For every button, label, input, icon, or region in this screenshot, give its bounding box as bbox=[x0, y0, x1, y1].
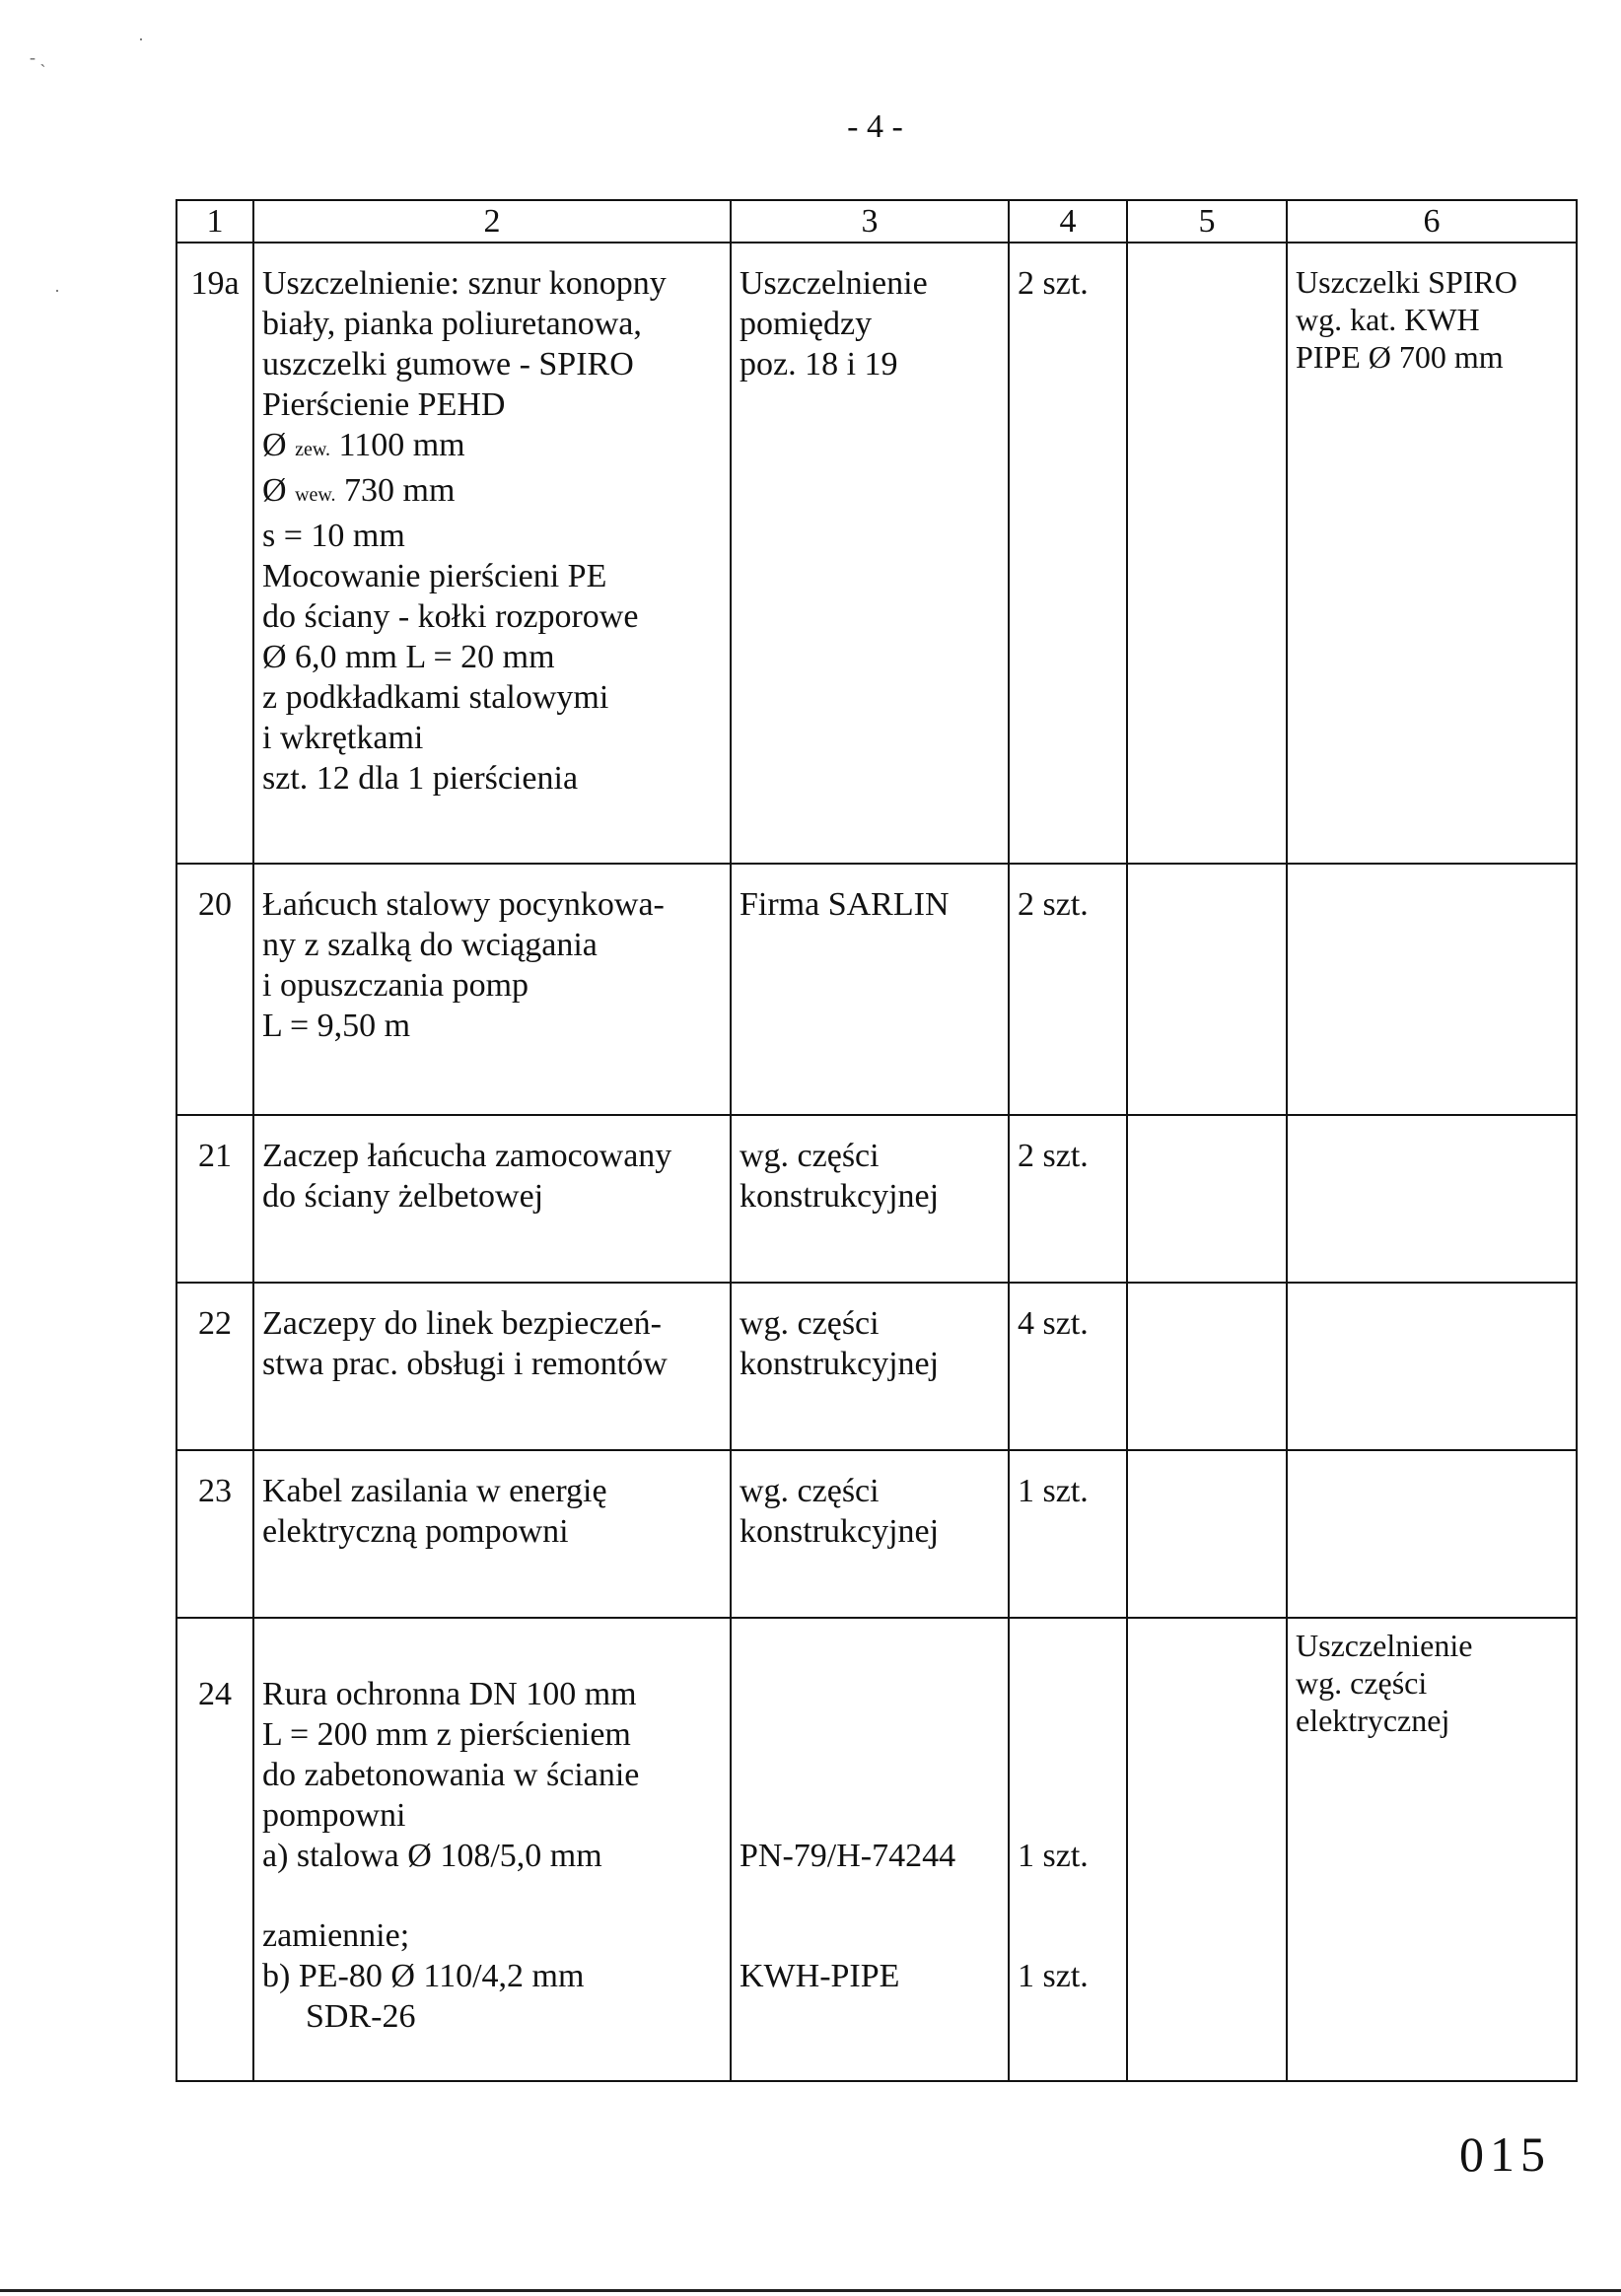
item-remarks bbox=[1287, 864, 1577, 1115]
reference-line: wg. części bbox=[740, 1305, 880, 1342]
item-reference bbox=[731, 864, 1009, 1115]
item-reference bbox=[731, 243, 1009, 864]
description-line: i wkrętkami bbox=[262, 720, 424, 756]
table-row bbox=[176, 1115, 1577, 1283]
item-description bbox=[253, 1450, 731, 1618]
table-row bbox=[176, 243, 1577, 864]
column-header: 4 bbox=[1009, 200, 1127, 243]
diameter-subscript: wew. bbox=[295, 484, 336, 506]
scan-speck: · bbox=[54, 281, 60, 301]
description-line: do ściany żelbetowej bbox=[262, 1178, 544, 1215]
description-line: biały, pianka poliuretanowa, bbox=[262, 306, 642, 342]
item-column-5 bbox=[1127, 1618, 1287, 2081]
description-line: zamiennie; bbox=[262, 1917, 410, 1954]
item-remarks bbox=[1287, 243, 1577, 864]
item-number: 24 bbox=[176, 1618, 253, 2081]
remarks-line: Uszczelki SPIRO bbox=[1296, 264, 1517, 300]
item-column-5 bbox=[1127, 1450, 1287, 1618]
spacer bbox=[262, 1876, 722, 1915]
reference-line: konstrukcyjnej bbox=[740, 1346, 940, 1382]
reference-line: konstrukcyjnej bbox=[740, 1178, 940, 1215]
item-description bbox=[253, 243, 731, 864]
quantity-line: 1 szt. bbox=[1018, 1838, 1089, 1874]
description-line: Rura ochronna DN 100 mm bbox=[262, 1676, 637, 1712]
description-line: Ø wew. 730 mm bbox=[262, 472, 456, 509]
spacer bbox=[740, 1876, 1000, 1915]
item-number: 22 bbox=[176, 1283, 253, 1450]
spacer bbox=[1018, 1714, 1118, 1755]
reference-line: pomiędzy bbox=[740, 306, 873, 342]
item-description bbox=[253, 1115, 731, 1283]
reference-line: konstrukcyjnej bbox=[740, 1513, 940, 1550]
item-reference bbox=[731, 1618, 1009, 2081]
spacer bbox=[1018, 1674, 1118, 1714]
description-line: Zaczep łańcucha zamocowany bbox=[262, 1138, 672, 1174]
description-line: do zabetonowania w ścianie bbox=[262, 1757, 640, 1793]
diameter-subscript: zew. bbox=[295, 439, 330, 460]
item-number: 23 bbox=[176, 1450, 253, 1618]
remarks-line: Uszczelnienie bbox=[1296, 1628, 1473, 1663]
item-description bbox=[253, 864, 731, 1115]
remarks-line: PIPE Ø 700 mm bbox=[1296, 339, 1504, 375]
description-line: L = 200 mm z pierścieniem bbox=[262, 1716, 631, 1753]
item-quantity: 2 szt. bbox=[1009, 864, 1127, 1115]
column-header: 1 bbox=[176, 200, 253, 243]
item-column-5 bbox=[1127, 243, 1287, 864]
item-quantity: 1 szt. bbox=[1009, 1450, 1127, 1618]
description-line: uszczelki gumowe - SPIRO bbox=[262, 346, 634, 383]
item-reference bbox=[731, 1283, 1009, 1450]
reference-line: Uszczelnienie bbox=[740, 265, 928, 302]
description-line: s = 10 mm bbox=[262, 518, 405, 554]
item-column-5 bbox=[1127, 1115, 1287, 1283]
reference-line: KWH-PIPE bbox=[740, 1958, 900, 1994]
reference-line: wg. części bbox=[740, 1473, 880, 1509]
spacer bbox=[740, 1674, 1000, 1714]
description-line: stwa prac. obsługi i remontów bbox=[262, 1346, 668, 1382]
spacer bbox=[740, 1915, 1000, 1956]
description-line: elektryczną pompowni bbox=[262, 1513, 569, 1550]
description-line: SDR-26 bbox=[306, 1998, 416, 2035]
item-reference bbox=[731, 1115, 1009, 1283]
spacer bbox=[1018, 1795, 1118, 1836]
table-row bbox=[176, 864, 1577, 1115]
page-number: - 4 - bbox=[847, 108, 903, 145]
spacer bbox=[1018, 1915, 1118, 1956]
item-quantity: 4 szt. bbox=[1009, 1283, 1127, 1450]
description-line: Mocowanie pierścieni PE bbox=[262, 558, 607, 594]
item-quantity bbox=[1009, 1618, 1127, 2081]
page-stamp-number: 015 bbox=[1459, 2126, 1551, 2182]
bottom-edge-line bbox=[0, 2289, 1621, 2292]
item-quantity: 2 szt. bbox=[1009, 1115, 1127, 1283]
specification-table bbox=[176, 199, 1578, 2082]
description-line: a) stalowa Ø 108/5,0 mm bbox=[262, 1838, 602, 1874]
item-number: 21 bbox=[176, 1115, 253, 1283]
column-header: 5 bbox=[1127, 200, 1287, 243]
spacer bbox=[740, 1755, 1000, 1795]
description-line: z podkładkami stalowymi bbox=[262, 679, 609, 716]
spacer bbox=[1018, 1876, 1118, 1915]
item-remarks bbox=[1287, 1618, 1577, 2081]
table-row bbox=[176, 1283, 1577, 1450]
description-line: Uszczelnienie: sznur konopny bbox=[262, 265, 667, 302]
description-line: pompowni bbox=[262, 1797, 406, 1834]
spacer bbox=[740, 1795, 1000, 1836]
quantity-line: 1 szt. bbox=[1018, 1958, 1089, 1994]
remarks-line: wg. części bbox=[1296, 1665, 1428, 1701]
item-column-5 bbox=[1127, 864, 1287, 1115]
table-header-row bbox=[176, 200, 1577, 243]
description-line: L = 9,50 m bbox=[262, 1008, 411, 1044]
description-line: Zaczepy do linek bezpieczeń- bbox=[262, 1305, 662, 1342]
description-line: ny z szalką do wciągania bbox=[262, 927, 598, 963]
description-line: do ściany - kołki rozporowe bbox=[262, 598, 639, 635]
table-row bbox=[176, 1618, 1577, 2081]
scan-speck: - ˏ bbox=[30, 47, 46, 67]
item-remarks bbox=[1287, 1450, 1577, 1618]
item-description bbox=[253, 1283, 731, 1450]
item-description bbox=[253, 1618, 731, 2081]
description-line: Ø zew. 1100 mm bbox=[262, 427, 465, 463]
item-column-5 bbox=[1127, 1283, 1287, 1450]
remarks-line: elektrycznej bbox=[1296, 1703, 1450, 1738]
reference-line: Firma SARLIN bbox=[740, 886, 950, 923]
description-line: Łańcuch stalowy pocynkowa- bbox=[262, 886, 665, 923]
spacer bbox=[740, 1714, 1000, 1755]
item-reference bbox=[731, 1450, 1009, 1618]
description-line: b) PE-80 Ø 110/4,2 mm bbox=[262, 1958, 585, 1994]
column-header: 6 bbox=[1287, 200, 1577, 243]
item-quantity: 2 szt. bbox=[1009, 243, 1127, 864]
description-line: Kabel zasilania w energię bbox=[262, 1473, 607, 1509]
scan-speck: · bbox=[138, 30, 144, 49]
description-line: i opuszczania pomp bbox=[262, 967, 529, 1004]
description-line: Ø 6,0 mm L = 20 mm bbox=[262, 639, 555, 675]
description-line: szt. 12 dla 1 pierścienia bbox=[262, 760, 579, 797]
remarks-line: wg. kat. KWH bbox=[1296, 302, 1480, 337]
item-remarks bbox=[1287, 1115, 1577, 1283]
reference-line: PN-79/H-74244 bbox=[740, 1838, 956, 1874]
reference-line: wg. części bbox=[740, 1138, 880, 1174]
item-remarks bbox=[1287, 1283, 1577, 1450]
table-row bbox=[176, 1450, 1577, 1618]
column-header: 3 bbox=[731, 200, 1009, 243]
item-number: 20 bbox=[176, 864, 253, 1115]
description-line: Pierścienie PEHD bbox=[262, 386, 506, 423]
column-header: 2 bbox=[253, 200, 731, 243]
spacer bbox=[1018, 1755, 1118, 1795]
reference-line: poz. 18 i 19 bbox=[740, 346, 898, 383]
item-number: 19a bbox=[176, 243, 253, 864]
